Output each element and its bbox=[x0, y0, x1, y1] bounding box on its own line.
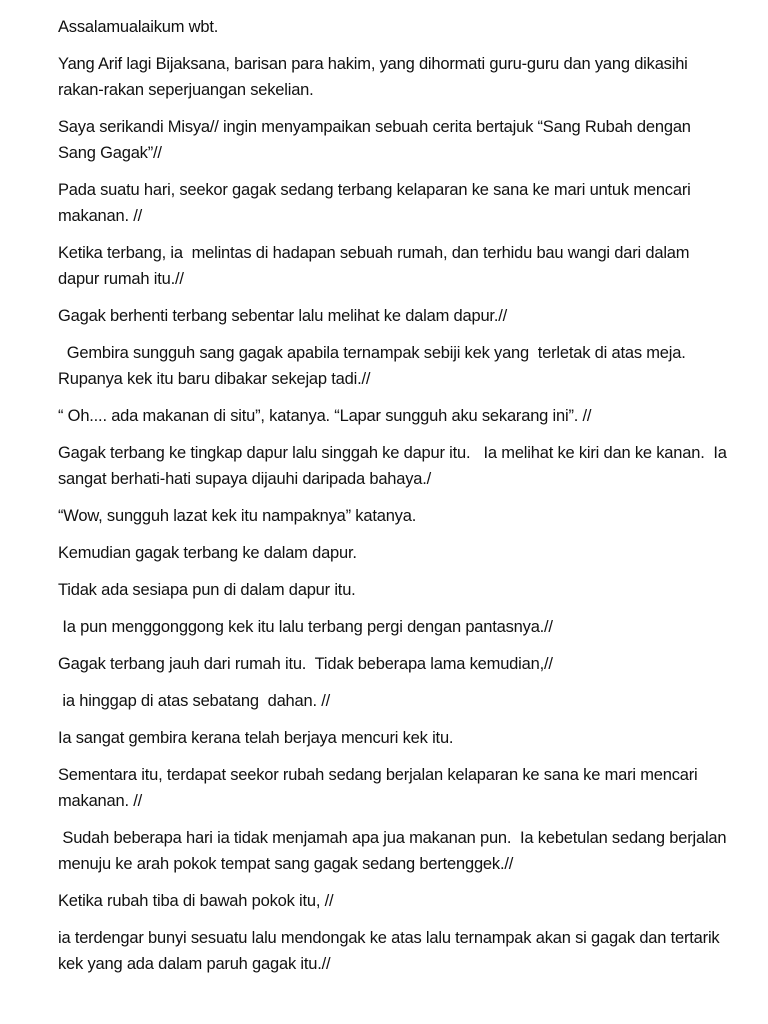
paragraph: Sementara itu, terdapat seekor rubah sedang berjalan kelaparan ke sana ke mari mencari makanan. // bbox=[58, 766, 702, 810]
paragraph: Ia pun menggonggong kek itu lalu terbang pergi dengan pantasnya.// bbox=[58, 618, 553, 636]
paragraph: Ia sangat gembira kerana telah berjaya mencuri kek itu. bbox=[58, 729, 454, 747]
paragraph: Gagak terbang jauh dari rumah itu. Tidak beberapa lama kemudian,// bbox=[58, 655, 553, 673]
paragraph: Gagak terbang ke tingkap dapur lalu singgah ke dapur itu. Ia melihat ke kiri dan ke kanan. Ia sangat berhati-hati supaya dijauhi daripada bahaya./ bbox=[58, 444, 732, 488]
paragraph: Pada suatu hari, seekor gagak sedang terbang kelaparan ke sana ke mari untuk mencari makanan. // bbox=[58, 181, 695, 225]
document-page bbox=[58, 14, 732, 988]
paragraph-introduction: Saya serikandi Misya// ingin menyampaikan sebuah cerita bertajuk “Sang Rubah dengan Sang Gagak”// bbox=[58, 118, 696, 162]
paragraph: Gembira sungguh sang gagak apabila ternampak sebiji kek yang terletak di atas meja. Rupanya kek itu baru dibakar sekejap tadi.// bbox=[58, 344, 695, 388]
paragraph: “Wow, sungguh lazat kek itu nampaknya” katanya. bbox=[58, 507, 417, 525]
paragraph: Ketika rubah tiba di bawah pokok itu, // bbox=[58, 892, 334, 910]
paragraph: “ Oh.... ada makanan di situ”, katanya. “Lapar sungguh aku sekarang ini”. // bbox=[58, 407, 592, 425]
paragraph: Sudah beberapa hari ia tidak menjamah apa jua makanan pun. Ia kebetulan sedang berjalan menuju ke arah pokok tempat sang gagak sedang bertenggek.// bbox=[58, 829, 731, 873]
paragraph: ia terdengar bunyi sesuatu lalu mendongak ke atas lalu ternampak akan si gagak dan tertarik kek yang ada dalam paruh gagak itu.// bbox=[58, 929, 724, 973]
paragraph: Gagak berhenti terbang sebentar lalu melihat ke dalam dapur.// bbox=[58, 307, 507, 325]
paragraph: ia hinggap di atas sebatang dahan. // bbox=[58, 692, 331, 710]
paragraph: Tidak ada sesiapa pun di dalam dapur itu. bbox=[58, 581, 356, 599]
paragraph: Kemudian gagak terbang ke dalam dapur. bbox=[58, 544, 357, 562]
paragraph-greeting: Assalamualaikum wbt. bbox=[58, 18, 219, 36]
paragraph: Ketika terbang, ia melintas di hadapan sebuah rumah, dan terhidu bau wangi dari dalam dapur rumah itu.// bbox=[58, 244, 694, 288]
paragraph-salutation: Yang Arif lagi Bijaksana, barisan para hakim, yang dihormati guru-guru dan yang dikasihi rakan-rakan seperjuangan sekelian. bbox=[58, 55, 693, 99]
